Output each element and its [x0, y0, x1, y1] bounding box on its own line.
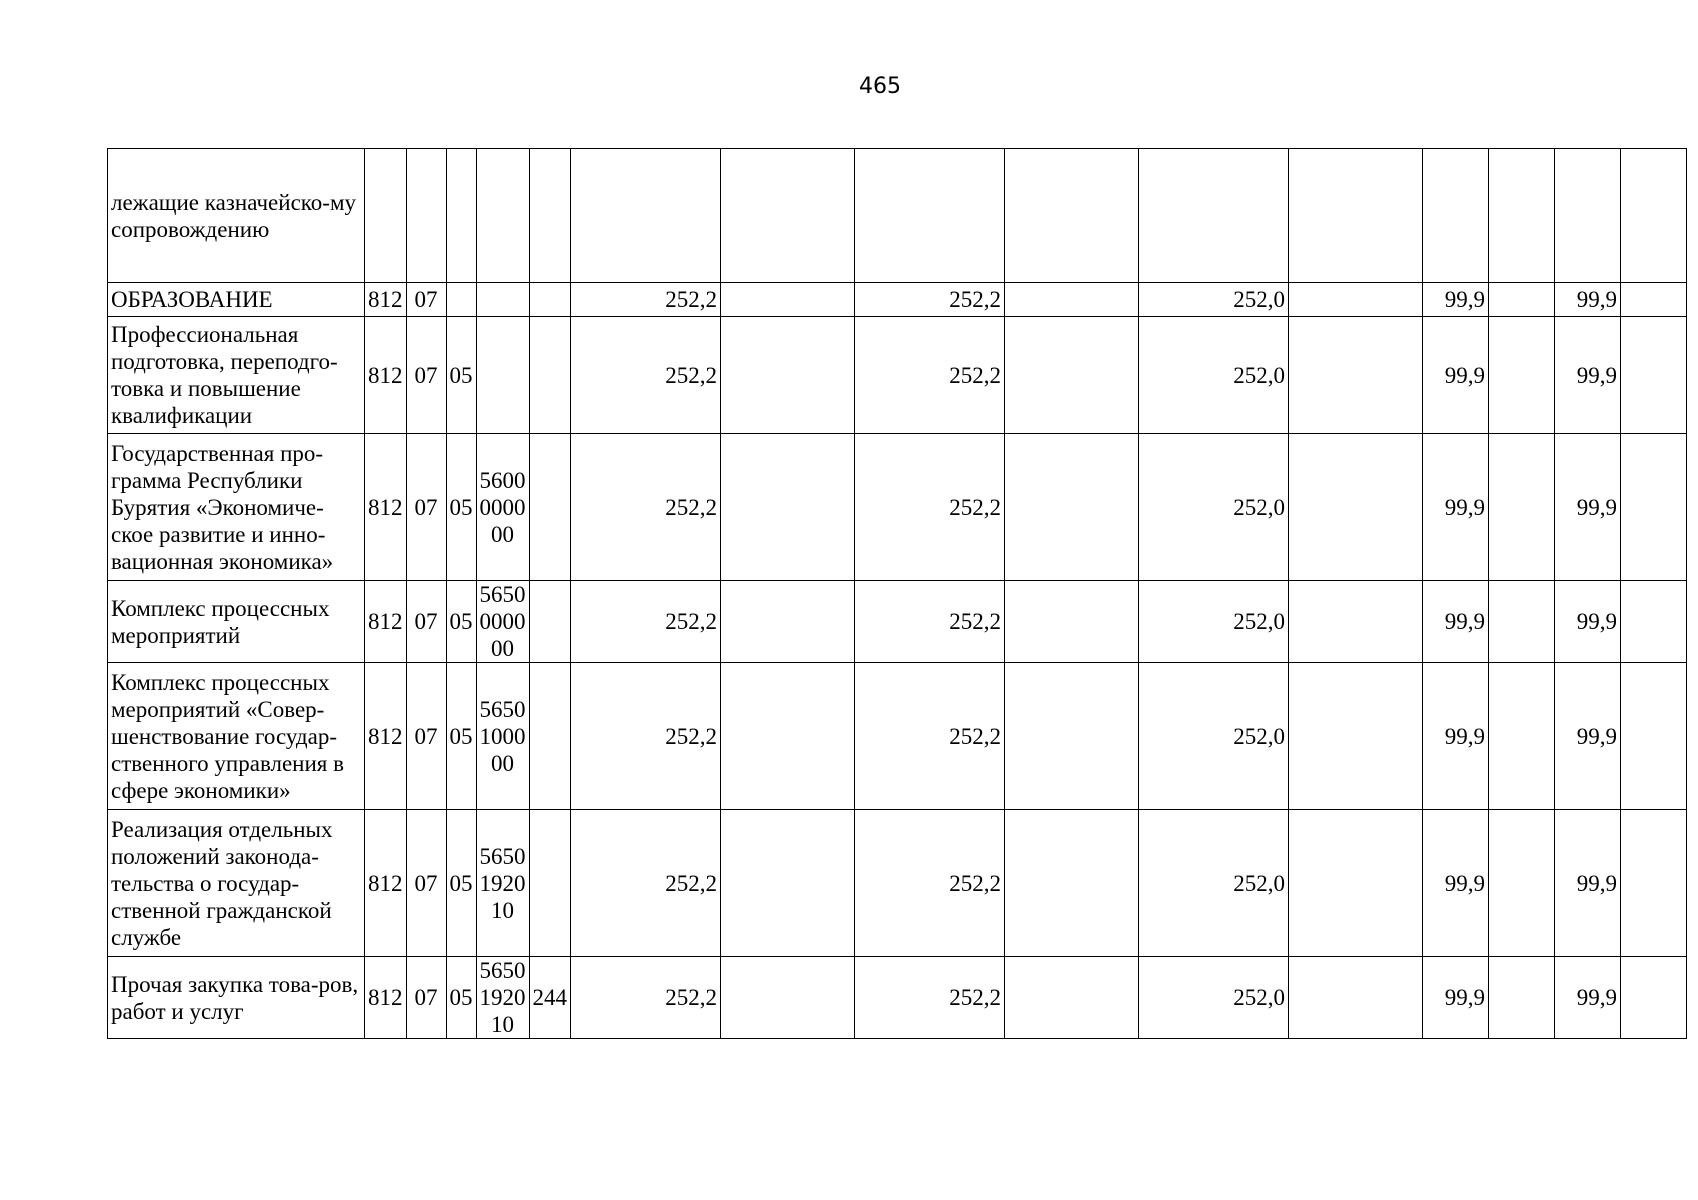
value-v2-cell — [721, 810, 855, 957]
code-rz-cell: 07 — [406, 957, 446, 1039]
value-v1-cell: 252,2 — [571, 957, 721, 1039]
value-v7-cell: 99,9 — [1423, 581, 1489, 663]
code-pr-cell: 05 — [446, 581, 476, 663]
value-v2-cell — [721, 957, 855, 1039]
table-row — [108, 957, 1687, 1039]
code-rz-cell: 07 — [406, 317, 446, 434]
value-v5-cell — [1139, 149, 1289, 283]
code-rz-cell: 07 — [406, 283, 446, 317]
value-v9-cell: 99,9 — [1555, 581, 1621, 663]
code-pr-cell — [446, 149, 476, 283]
value-v2-cell — [721, 581, 855, 663]
value-v2-cell — [721, 283, 855, 317]
value-v10-cell — [1621, 149, 1687, 283]
code-pr-cell: 05 — [446, 957, 476, 1039]
value-v4-cell — [1005, 810, 1139, 957]
value-v4-cell — [1005, 434, 1139, 581]
code-gr-cell: 812 — [365, 957, 407, 1039]
value-v3-cell: 252,2 — [855, 434, 1005, 581]
value-v8-cell — [1489, 283, 1555, 317]
value-v10-cell — [1621, 434, 1687, 581]
value-v4-cell — [1005, 663, 1139, 810]
value-v10-cell — [1621, 957, 1687, 1039]
value-v6-cell — [1289, 810, 1423, 957]
code-gr-cell: 812 — [365, 663, 407, 810]
value-v6-cell — [1289, 663, 1423, 810]
table-row — [108, 581, 1687, 663]
code-cs-cell: 5650 0000 00 — [476, 581, 529, 663]
value-v5-cell: 252,0 — [1139, 581, 1289, 663]
code-pr-cell — [446, 283, 476, 317]
value-v10-cell — [1621, 317, 1687, 434]
value-v10-cell — [1621, 283, 1687, 317]
table-row — [108, 434, 1687, 581]
value-v4-cell — [1005, 581, 1139, 663]
value-v6-cell — [1289, 149, 1423, 283]
value-v8-cell — [1489, 317, 1555, 434]
value-v9-cell: 99,9 — [1555, 283, 1621, 317]
code-cs-cell — [476, 317, 529, 434]
row-name-cell: Комплекс процессных мероприятий «Совер-шенствование государ-ственного управления в сфере экономики» — [108, 663, 365, 810]
value-v1-cell: 252,2 — [571, 810, 721, 957]
code-cs-cell — [476, 283, 529, 317]
value-v2-cell — [721, 317, 855, 434]
value-v8-cell — [1489, 434, 1555, 581]
value-v4-cell — [1005, 957, 1139, 1039]
code-gr-cell — [365, 149, 407, 283]
value-v4-cell — [1005, 149, 1139, 283]
table-row — [108, 810, 1687, 957]
value-v3-cell — [855, 149, 1005, 283]
value-v7-cell: 99,9 — [1423, 810, 1489, 957]
value-v8-cell — [1489, 663, 1555, 810]
value-v3-cell: 252,2 — [855, 810, 1005, 957]
value-v9-cell — [1555, 149, 1621, 283]
value-v7-cell: 99,9 — [1423, 957, 1489, 1039]
code-cs-cell — [476, 149, 529, 283]
value-v8-cell — [1489, 957, 1555, 1039]
value-v5-cell: 252,0 — [1139, 283, 1289, 317]
code-pr-cell: 05 — [446, 810, 476, 957]
value-v7-cell: 99,9 — [1423, 317, 1489, 434]
code-rz-cell: 07 — [406, 434, 446, 581]
code-vr-cell — [529, 434, 571, 581]
value-v8-cell — [1489, 581, 1555, 663]
code-gr-cell: 812 — [365, 434, 407, 581]
code-rz-cell — [406, 149, 446, 283]
table-row — [108, 317, 1687, 434]
value-v3-cell: 252,2 — [855, 957, 1005, 1039]
code-gr-cell: 812 — [365, 581, 407, 663]
value-v7-cell: 99,9 — [1423, 663, 1489, 810]
value-v7-cell — [1423, 149, 1489, 283]
value-v3-cell: 252,2 — [855, 283, 1005, 317]
code-rz-cell: 07 — [406, 663, 446, 810]
value-v5-cell: 252,0 — [1139, 663, 1289, 810]
value-v3-cell: 252,2 — [855, 581, 1005, 663]
value-v1-cell: 252,2 — [571, 581, 721, 663]
code-pr-cell: 05 — [446, 434, 476, 581]
code-rz-cell: 07 — [406, 581, 446, 663]
code-vr-cell — [529, 317, 571, 434]
code-pr-cell: 05 — [446, 663, 476, 810]
value-v1-cell: 252,2 — [571, 663, 721, 810]
value-v10-cell — [1621, 581, 1687, 663]
value-v2-cell — [721, 663, 855, 810]
value-v2-cell — [721, 149, 855, 283]
value-v5-cell: 252,0 — [1139, 434, 1289, 581]
value-v6-cell — [1289, 283, 1423, 317]
value-v5-cell: 252,0 — [1139, 810, 1289, 957]
value-v9-cell: 99,9 — [1555, 434, 1621, 581]
row-name-cell: Реализация отдельных положений законода-тельства о государ-ственной гражданской службе — [108, 810, 365, 957]
code-gr-cell: 812 — [365, 810, 407, 957]
code-vr-cell — [529, 663, 571, 810]
value-v6-cell — [1289, 434, 1423, 581]
code-gr-cell: 812 — [365, 317, 407, 434]
value-v4-cell — [1005, 317, 1139, 434]
code-vr-cell — [529, 581, 571, 663]
value-v1-cell: 252,2 — [571, 283, 721, 317]
row-name-cell: Государственная про-грамма Республики Бурятия «Экономиче-ское развитие и инно-вационная экономика» — [108, 434, 365, 581]
value-v10-cell — [1621, 810, 1687, 957]
value-v3-cell: 252,2 — [855, 663, 1005, 810]
value-v6-cell — [1289, 957, 1423, 1039]
code-cs-cell: 5650 1000 00 — [476, 663, 529, 810]
row-name-cell: Прочая закупка това-ров, работ и услуг — [108, 957, 365, 1039]
code-vr-cell — [529, 283, 571, 317]
code-vr-cell — [529, 149, 571, 283]
value-v9-cell: 99,9 — [1555, 663, 1621, 810]
table-row — [108, 663, 1687, 810]
row-name-cell: Комплекс процессных мероприятий — [108, 581, 365, 663]
code-cs-cell: 5650 1920 10 — [476, 957, 529, 1039]
value-v5-cell: 252,0 — [1139, 317, 1289, 434]
value-v2-cell — [721, 434, 855, 581]
table-row — [108, 283, 1687, 317]
value-v1-cell: 252,2 — [571, 434, 721, 581]
code-cs-cell: 5600 0000 00 — [476, 434, 529, 581]
value-v8-cell — [1489, 149, 1555, 283]
value-v5-cell: 252,0 — [1139, 957, 1289, 1039]
code-pr-cell: 05 — [446, 317, 476, 434]
code-cs-cell: 5650 1920 10 — [476, 810, 529, 957]
row-name-cell: лежащие казначейско-му сопровождению — [108, 149, 365, 283]
value-v7-cell: 99,9 — [1423, 283, 1489, 317]
value-v9-cell: 99,9 — [1555, 957, 1621, 1039]
code-gr-cell: 812 — [365, 283, 407, 317]
value-v9-cell: 99,9 — [1555, 810, 1621, 957]
code-vr-cell: 244 — [529, 957, 571, 1039]
value-v3-cell: 252,2 — [855, 317, 1005, 434]
page-number: 465 — [859, 74, 901, 99]
value-v6-cell — [1289, 581, 1423, 663]
value-v1-cell: 252,2 — [571, 317, 721, 434]
code-vr-cell — [529, 810, 571, 957]
value-v6-cell — [1289, 317, 1423, 434]
row-name-cell: ОБРАЗОВАНИЕ — [108, 283, 365, 317]
code-rz-cell: 07 — [406, 810, 446, 957]
value-v9-cell: 99,9 — [1555, 317, 1621, 434]
value-v10-cell — [1621, 663, 1687, 810]
budget-table — [107, 148, 1687, 1039]
value-v4-cell — [1005, 283, 1139, 317]
value-v1-cell — [571, 149, 721, 283]
row-name-cell: Профессиональная подготовка, переподго-товка и повышение квалификации — [108, 317, 365, 434]
value-v8-cell — [1489, 810, 1555, 957]
value-v7-cell: 99,9 — [1423, 434, 1489, 581]
table-row — [108, 149, 1687, 283]
